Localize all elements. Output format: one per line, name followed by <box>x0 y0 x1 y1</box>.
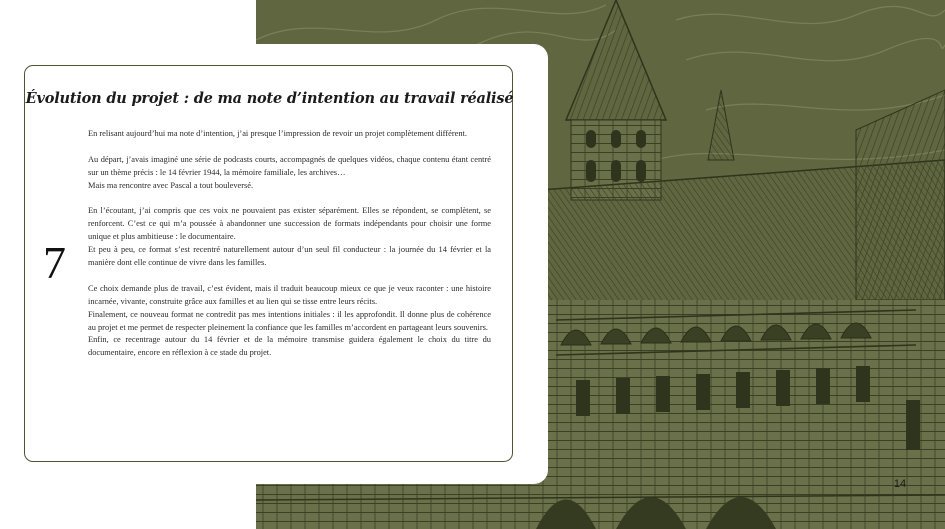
page-number: 14 <box>893 478 907 490</box>
text-card <box>24 65 513 462</box>
paragraph: Et peu à peu, ce format s’est recentré naturellement autour d’un seul fil conducteur : la journée du 14 février et la manière dont elle continue de vivre dans les familles. <box>88 245 491 268</box>
slide-title: Évolution du projet : de ma note d’intention au travail réalisé <box>25 90 514 107</box>
paragraph: En relisant aujourd’hui ma note d’intention, j’ai presque l’impression de revoir un projet complètement différent. <box>88 129 467 138</box>
paragraph: Finalement, ce nouveau format ne contredit pas mes intentions initiales : il les approfondit. Il donne plus de cohérence au projet et me permet de respecter pleinement la confiance que les familles m’accordent en partageant leurs souvenirs. <box>88 309 491 332</box>
slide-number: 7 <box>43 237 66 288</box>
body-text <box>88 128 491 360</box>
paragraph: En l’écoutant, j’ai compris que ces voix ne pouvaient pas exister séparément. Elles se répondent, se complètent, se renforcent. C’est ce qui m’a poussée à abandonner une succession de formats indépendants pour choisir une forme unique et plus ambitieuse : le documentaire. <box>88 206 491 242</box>
paragraph: Enfin, ce recentrage autour du 14 février et de la mémoire transmise guidera également le choix du titre du documentaire, encore en réflexion à ce stade du projet. <box>88 335 491 358</box>
paragraph: Mais ma rencontre avec Pascal a tout bouleversé. <box>88 180 254 190</box>
paragraph: Au départ, j’avais imaginé une série de podcasts courts, accompagnés de quelques vidéos, chaque contenu étant centré sur un thème précis : le 14 février 1944, la mémoire familiale, les archives… <box>88 154 491 177</box>
paragraph: Ce choix demande plus de travail, c’est évident, mais il traduit beaucoup mieux ce que je veux raconter : une histoire incarnée, vivante, construite grâce aux familles et au lien qui se tisse entre leurs récits. <box>88 283 491 306</box>
